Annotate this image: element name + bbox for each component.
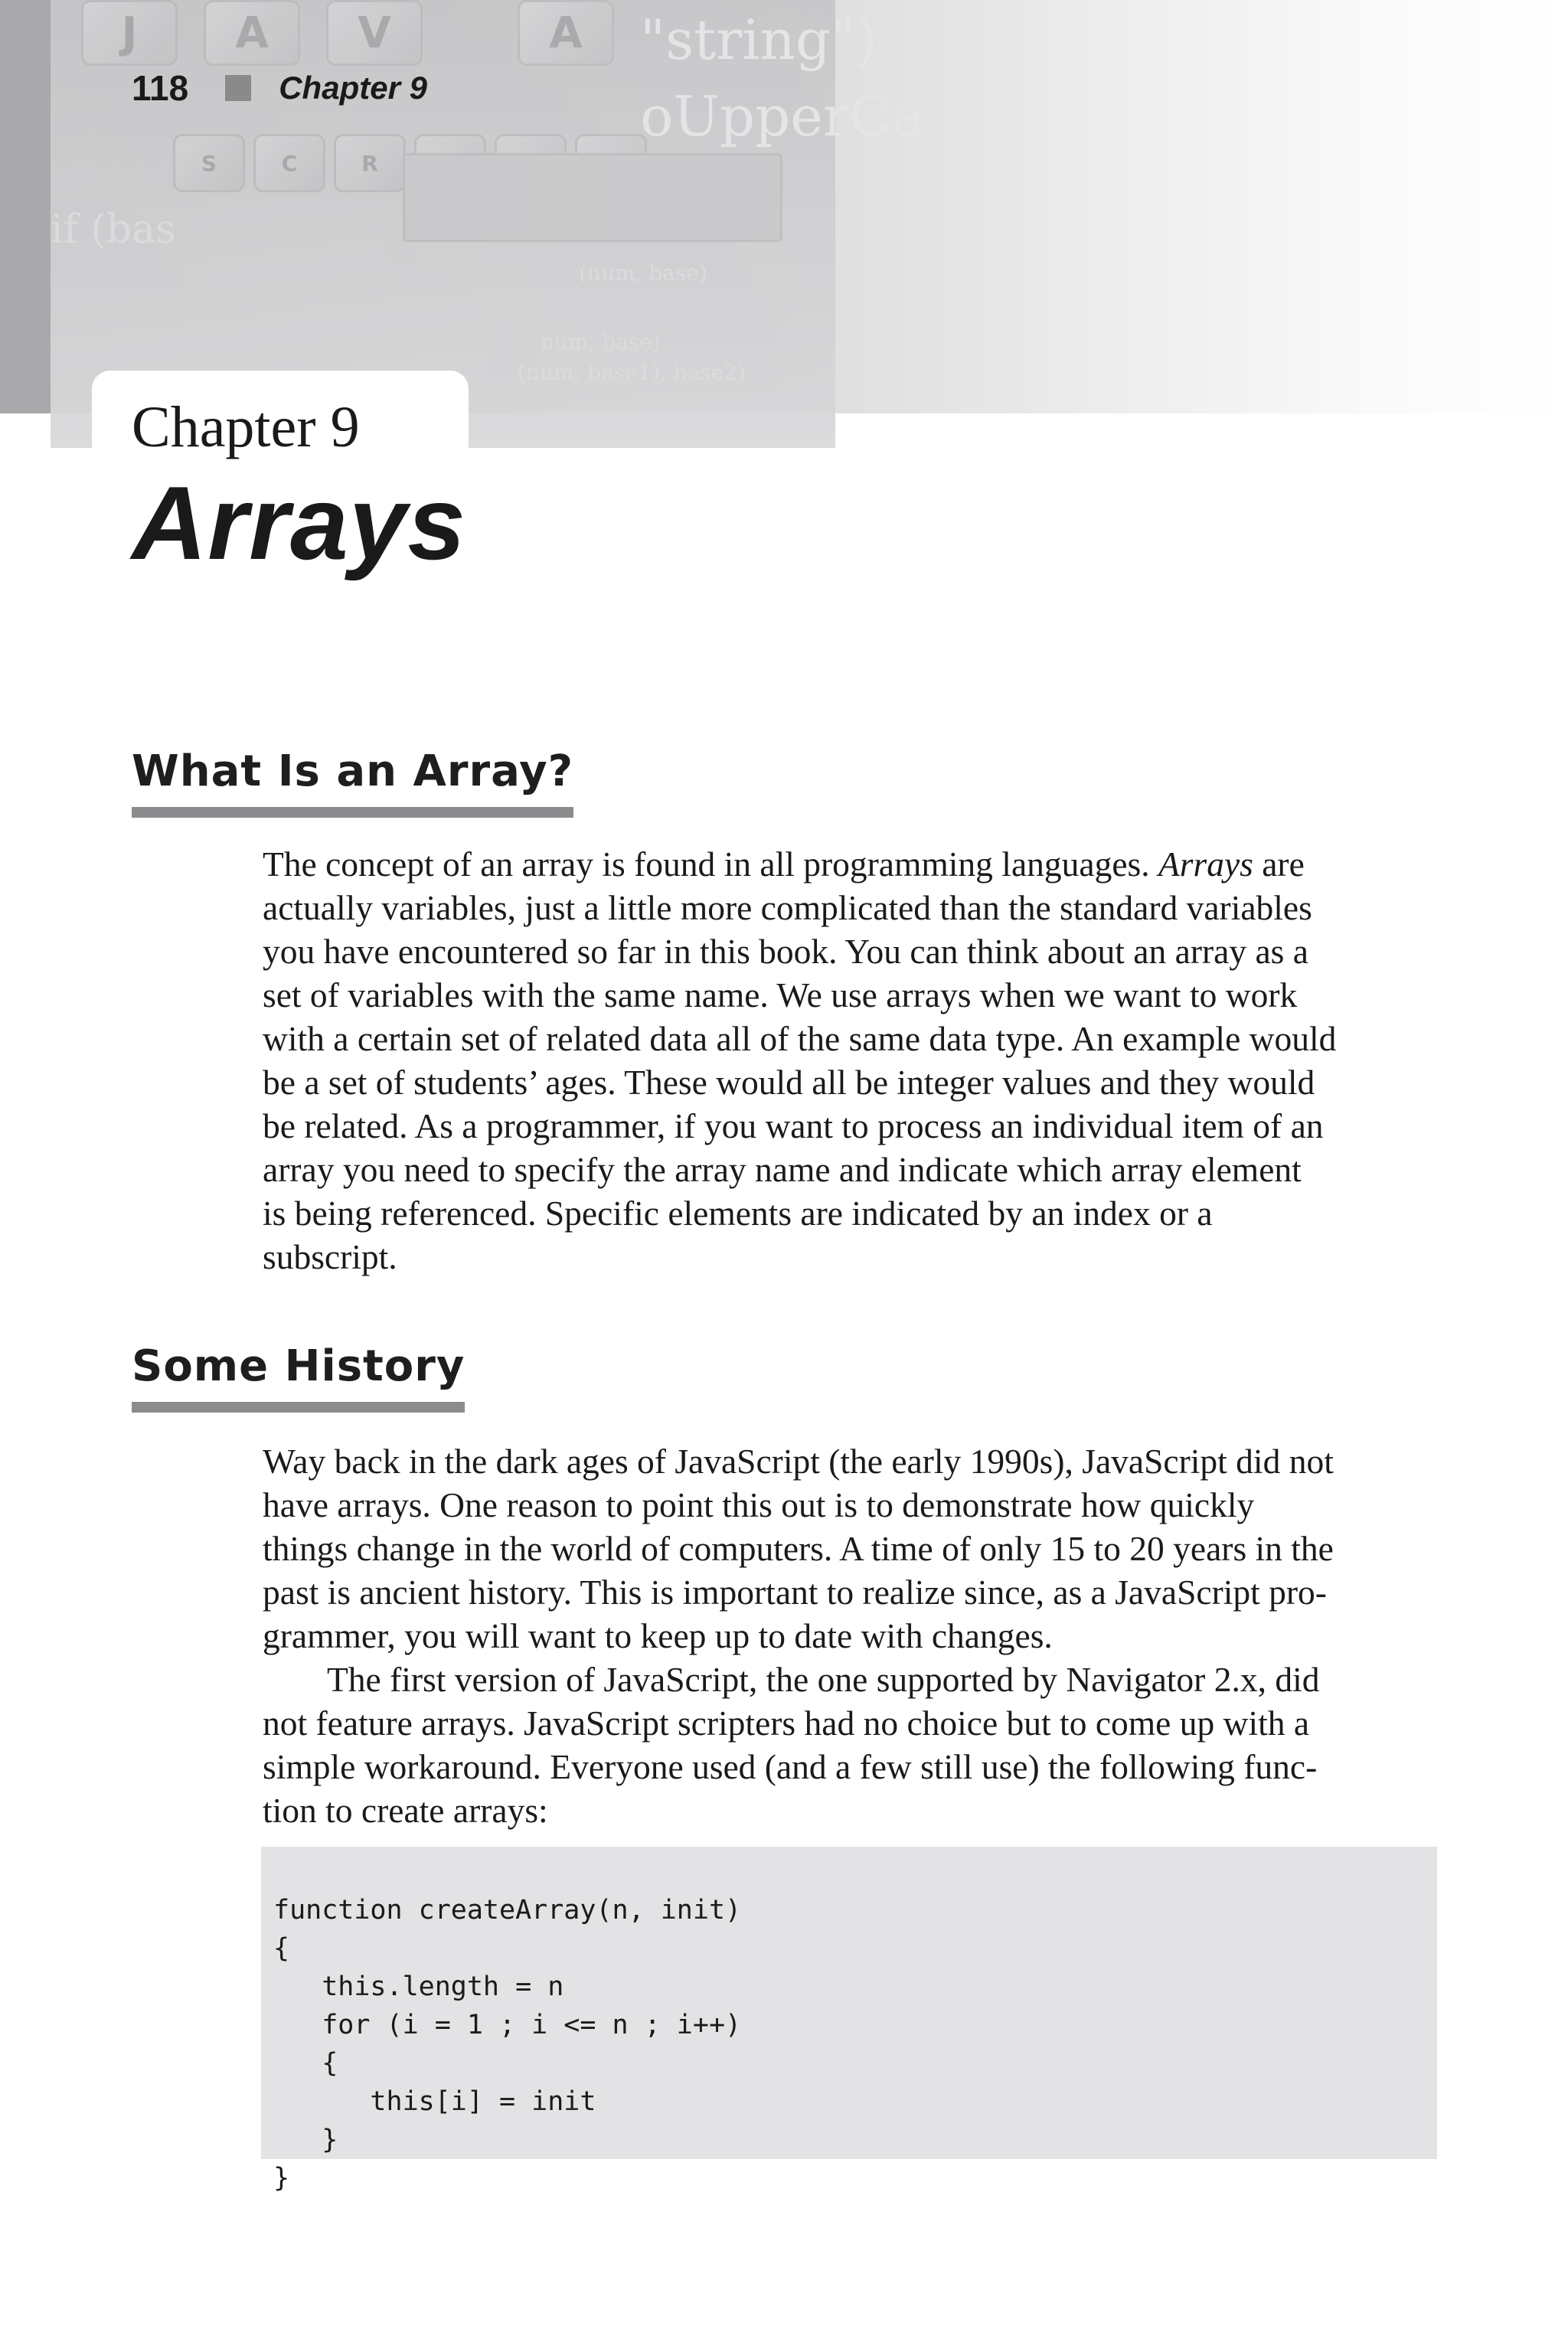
banner-screen: [403, 153, 782, 242]
text-line: tion to create arrays:: [263, 1791, 548, 1830]
section-heading: What Is an Array?: [132, 746, 573, 818]
section-heading: Some History: [132, 1341, 465, 1413]
running-head-chapter: Chapter 9: [279, 70, 427, 106]
section-body: [263, 842, 1442, 1279]
banner-text-fragment: if (bas: [51, 207, 176, 253]
chapter-label: Chapter 9: [132, 395, 360, 459]
keycap: V: [326, 0, 423, 66]
text-line: Way back in the dark ages of JavaScript (the early 1990s), JavaScript did not: [263, 1442, 1334, 1481]
keycap: S: [173, 134, 245, 192]
text-line: set of variables with the same name. We use arrays when we want to work: [263, 975, 1298, 1014]
text-line: be a set of students’ ages. These would all be integer values and they would: [263, 1063, 1315, 1102]
running-header: [132, 67, 427, 109]
paragraph: [263, 842, 1442, 1279]
code-line: }: [273, 2163, 290, 2194]
code-line: function createArray(n, init): [273, 1895, 742, 1926]
text-line: is being referenced. Specific elements are indicated by an index or a: [263, 1194, 1213, 1233]
paragraph: [263, 1439, 1442, 1658]
code-line: this[i] = init: [273, 2086, 596, 2117]
code-line: {: [273, 2048, 338, 2079]
code-block: [261, 1847, 1437, 2194]
text-line: not feature arrays. JavaScript scripters had no choice but to come up with a: [263, 1704, 1310, 1743]
keycap: A: [518, 0, 614, 66]
code-line: this.length = n: [273, 1971, 564, 2002]
page-number: 118: [132, 68, 189, 108]
paragraph: [263, 1658, 1442, 1832]
text-line: grammer, you will want to keep up to date with changes.: [263, 1616, 1053, 1655]
text-line: [263, 842, 1442, 886]
text-line: subscript.: [263, 1237, 397, 1276]
text-line: past is ancient history. This is important to realize since, as a JavaScript pro-: [263, 1573, 1327, 1612]
text-line: simple workaround. Everyone used (and a few still use) the following func-: [263, 1747, 1318, 1786]
banner-text-fragment: "string"): [640, 8, 878, 72]
square-bullet-icon: [225, 75, 251, 101]
text-run: are: [1253, 844, 1305, 884]
text-line: with a certain set of related data all of the same data type. An example would: [263, 1019, 1337, 1058]
text-line: actually variables, just a little more complicated than the standard variables: [263, 888, 1312, 927]
keycap: A: [204, 0, 300, 66]
banner-side-stripe: [0, 0, 51, 413]
text-line: array you need to specify the array name and indicate which array element: [263, 1150, 1302, 1189]
text-line: The first version of JavaScript, the one supported by Navigator 2.x, did: [327, 1660, 1320, 1699]
banner-text-fragment: (num, base): [579, 260, 707, 286]
text-line: have arrays. One reason to point this out is to demonstrate how quickly: [263, 1485, 1255, 1524]
banner-text-fragment: num, base): [541, 329, 661, 354]
code-line: {: [273, 1933, 290, 1964]
keycap: J: [81, 0, 178, 66]
text-line: you have encountered so far in this book. You can think about an array as a: [263, 932, 1308, 971]
code-line: for (i = 1 ; i <= n ; i++): [273, 2010, 742, 2040]
emphasis-text: Arrays: [1158, 844, 1253, 884]
banner-text-fragment: oUpperCa: [640, 84, 925, 149]
code-line: }: [273, 2125, 338, 2155]
chapter-title: Arrays: [132, 465, 466, 581]
banner-text-fragment: (num, base1), base2): [518, 360, 746, 385]
section-body: [263, 1439, 1442, 1832]
text-line: be related. As a programmer, if you want to process an individual item of an: [263, 1106, 1324, 1145]
keycap: C: [253, 134, 325, 192]
keycap: R: [334, 134, 406, 192]
text-run: The concept of an array is found in all programming languages.: [263, 844, 1158, 884]
text-line: things change in the world of computers. A time of only 15 to 20 years in the: [263, 1529, 1334, 1568]
header-banner: [0, 0, 1568, 413]
